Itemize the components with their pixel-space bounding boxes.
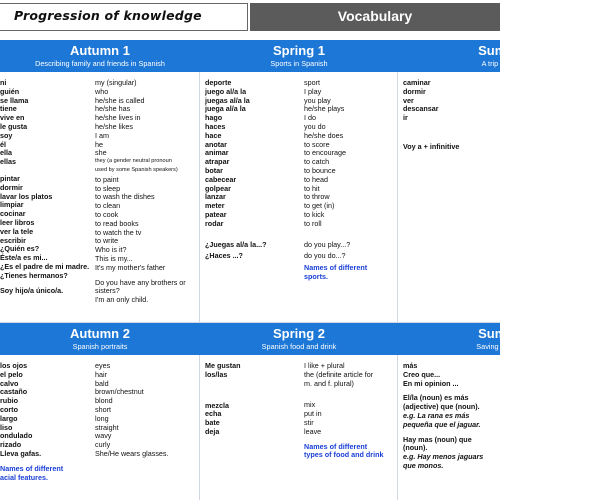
- list-item: he/she is called: [95, 95, 145, 105]
- list-item: se llama: [0, 95, 29, 105]
- note-link[interactable]: types of food and drink: [304, 450, 384, 460]
- list-item: to paint: [95, 174, 119, 184]
- list-item: guién: [0, 86, 20, 96]
- list-item: limpiar: [0, 200, 24, 210]
- autumn2-english-list: [95, 362, 199, 459]
- list-item: castaño: [0, 387, 28, 397]
- list-item: Éste/a es mi...: [0, 253, 48, 263]
- list-item: ¿Tienes hermanos?: [0, 270, 68, 280]
- list-item: he/she plays: [304, 104, 345, 114]
- top-term-band: [0, 40, 518, 72]
- note-link[interactable]: Names of different: [0, 463, 64, 473]
- list-item: ella: [0, 148, 12, 158]
- list-item: to read books: [95, 218, 139, 228]
- title-box: [0, 3, 248, 31]
- list-item: put in: [304, 409, 322, 419]
- note-link[interactable]: sports.: [304, 271, 328, 281]
- list-item: I like + plural: [304, 361, 345, 370]
- list-item: cabecear: [205, 174, 237, 184]
- list-item: e.g. Hay menos jaguars: [403, 452, 484, 462]
- list-item: pintar: [0, 173, 20, 183]
- list-item: sport: [304, 78, 320, 87]
- page-header: [0, 0, 500, 34]
- list-item: she: [95, 148, 107, 158]
- term-header-autumn-2: [0, 323, 200, 355]
- list-item: tiene: [0, 104, 17, 114]
- list-item: you do: [304, 121, 326, 131]
- list-item: ¿Es el padre de mi madre.: [0, 261, 90, 271]
- summer2-list: [403, 362, 500, 471]
- list-item: mezcla: [205, 400, 229, 410]
- autumn1-spanish-list: [0, 79, 92, 295]
- column-divider: [397, 72, 398, 323]
- list-item: I'm an only child.: [95, 295, 149, 305]
- list-item: e.g. La rana es más: [403, 410, 470, 420]
- column-divider: [397, 355, 398, 500]
- list-item: Who is it?: [95, 245, 127, 255]
- list-item: hago: [205, 113, 223, 123]
- list-item: used by some Spanish speakers): [95, 166, 178, 173]
- list-item: to head: [304, 174, 328, 184]
- term-subtitle: Describing family and friends in Spanish: [35, 59, 165, 68]
- spring1-spanish-list: [205, 79, 300, 261]
- list-item: él: [0, 139, 6, 149]
- term-subtitle: Spanish food and drink: [261, 342, 337, 351]
- list-item: he: [95, 139, 103, 149]
- list-item: hair: [95, 369, 107, 379]
- list-item: stir: [304, 417, 314, 427]
- list-item: he/she has: [95, 104, 131, 114]
- list-item: do you do...?: [304, 251, 346, 261]
- list-item: to kick: [304, 209, 325, 219]
- list-item: to bounce: [304, 165, 336, 175]
- list-item: to encourage: [304, 148, 346, 158]
- list-item: straight: [95, 422, 119, 432]
- list-item: he/she lives in: [95, 113, 141, 123]
- list-item: el pelo: [0, 369, 23, 379]
- term-header-spring-2: [200, 323, 398, 355]
- term-header-autumn-1: [0, 40, 200, 72]
- list-item: anotar: [205, 139, 227, 149]
- list-item: (noun).: [403, 443, 428, 453]
- list-item: ondulado: [0, 431, 33, 441]
- term-header-spring-1: [200, 40, 398, 72]
- term-title: Spring 2: [272, 326, 325, 341]
- list-item: my (singular): [95, 78, 137, 87]
- list-item: dormir: [0, 182, 23, 192]
- list-item: lanzar: [205, 192, 226, 202]
- list-item: ¿Quién es?: [0, 244, 40, 254]
- list-item: juega al/a la: [205, 104, 246, 114]
- list-item: soy: [0, 130, 13, 140]
- note-link[interactable]: acial features.: [0, 472, 48, 482]
- list-item: pequeña que el jaguar.: [403, 419, 481, 429]
- summer1-spanish-list: [403, 79, 500, 152]
- list-item: juegas al/a la: [205, 95, 250, 105]
- list-item: vive en: [0, 113, 25, 123]
- list-item: botar: [205, 165, 223, 175]
- list-item: calvo: [0, 378, 19, 388]
- list-item: El/la (noun) es más: [403, 393, 469, 403]
- page-title: Progression of knowledge: [14, 8, 202, 23]
- list-item: más: [403, 361, 418, 370]
- term-subtitle: Spanish portraits: [72, 342, 128, 351]
- list-item: to roll: [304, 218, 322, 228]
- list-item: Me gustan: [205, 361, 241, 370]
- list-item: Do you have any brothers or: [95, 277, 186, 287]
- list-item: caminar: [403, 78, 431, 87]
- list-item: ver la tele: [0, 226, 34, 236]
- spring1-english-list: [304, 79, 397, 282]
- list-item: She/He wears glasses.: [95, 448, 169, 458]
- list-item: to watch the tv: [95, 227, 142, 237]
- list-item: I do: [304, 113, 316, 123]
- list-item: blond: [95, 396, 113, 406]
- bottom-term-band: [0, 323, 520, 355]
- list-item: ¿Haces ...?: [205, 251, 243, 261]
- list-item: they (a gender neutral pronoun: [95, 158, 172, 165]
- list-item: hace: [205, 130, 222, 140]
- list-item: curly: [95, 440, 111, 450]
- spring2-english-list: [304, 362, 397, 460]
- term-subtitle: Saving South: [476, 342, 520, 351]
- list-item: Voy a + infinitive: [403, 141, 460, 151]
- list-item: rizado: [0, 440, 22, 450]
- list-item: descansar: [403, 104, 439, 114]
- list-item: los/las: [205, 369, 228, 379]
- column-divider: [199, 355, 200, 500]
- autumn2-spanish-list: [0, 362, 92, 482]
- note-link[interactable]: Names of different: [304, 263, 368, 273]
- list-item: patear: [205, 209, 227, 219]
- list-item: to clean: [95, 201, 121, 211]
- list-item: deja: [205, 426, 220, 436]
- list-item: haces: [205, 121, 226, 131]
- note-link[interactable]: Names of different: [304, 441, 368, 451]
- list-item: he/she does: [304, 130, 344, 140]
- list-item: corto: [0, 404, 18, 414]
- list-item: bald: [95, 378, 109, 388]
- list-item: largo: [0, 413, 18, 423]
- list-item: animar: [205, 148, 229, 158]
- list-item: to score: [304, 139, 330, 149]
- list-item: the (definite article for: [304, 369, 374, 379]
- list-item: lavar los platos: [0, 191, 53, 201]
- list-item: Creo que...: [403, 369, 441, 379]
- list-item: do you play...?: [304, 239, 351, 249]
- list-item: mix: [304, 400, 316, 410]
- list-item: deporte: [205, 78, 232, 87]
- list-item: who: [95, 86, 109, 96]
- term-subtitle: Sports in Spanish: [270, 59, 328, 68]
- list-item: dormir: [403, 86, 426, 96]
- list-item: que monos.: [403, 460, 444, 470]
- list-item: m. and f. plural): [304, 378, 354, 388]
- list-item: sisters?: [95, 286, 120, 296]
- term-title: Summ: [478, 43, 518, 58]
- section-title: Vocabulary: [337, 8, 413, 24]
- list-item: to get (in): [304, 201, 335, 211]
- term-title: Summ: [478, 326, 518, 341]
- list-item: you play: [304, 95, 331, 105]
- term-header-summer-2: [398, 323, 598, 355]
- list-item: ni: [0, 78, 7, 87]
- section-bar: [250, 3, 500, 31]
- list-item: I play: [304, 86, 322, 96]
- list-item: echa: [205, 409, 222, 419]
- list-item: Lleva gafas.: [0, 448, 42, 458]
- spring2-spanish-list: [205, 362, 300, 437]
- term-title: Spring 1: [272, 43, 325, 58]
- list-item: to sleep: [95, 183, 121, 193]
- list-item: This is my...: [95, 253, 133, 263]
- list-item: En mi opinion ...: [403, 378, 459, 388]
- list-item: to catch: [304, 157, 330, 167]
- list-item: long: [95, 413, 109, 423]
- list-item: ¿Juegas al/a la...?: [205, 239, 267, 249]
- list-item: he/she likes: [95, 121, 133, 131]
- list-item: golpear: [205, 183, 231, 193]
- list-item: le gusta: [0, 121, 28, 131]
- autumn1-english-list: [95, 79, 199, 305]
- term-header-summer-1: [398, 40, 598, 72]
- list-item: to write: [95, 236, 119, 246]
- list-item: juego al/a la: [205, 86, 247, 96]
- list-item: Soy hijo/a único/a.: [0, 285, 64, 295]
- list-item: bate: [205, 418, 220, 428]
- list-item: (adjective) que (noun).: [403, 402, 480, 412]
- column-divider: [199, 72, 200, 323]
- list-item: rodar: [205, 218, 224, 228]
- list-item: leer libros: [0, 217, 35, 227]
- list-item: to throw: [304, 192, 330, 202]
- list-item: Hay mas (noun) que: [403, 434, 472, 444]
- list-item: meter: [205, 201, 225, 211]
- list-item: liso: [0, 422, 13, 432]
- list-item: It's my mother's father: [95, 262, 166, 272]
- list-item: cocinar: [0, 209, 26, 219]
- list-item: wavy: [95, 431, 112, 441]
- list-item: to cook: [95, 209, 119, 219]
- list-item: rubio: [0, 396, 18, 406]
- row-divider: [0, 322, 500, 323]
- list-item: leave: [304, 426, 322, 436]
- list-item: atrapar: [205, 157, 230, 167]
- list-item: I am: [95, 130, 109, 140]
- list-item: brown/chestnut: [95, 387, 144, 397]
- list-item: ver: [403, 95, 414, 105]
- term-title: Autumn 2: [70, 326, 130, 341]
- list-item: los ojos: [0, 361, 28, 370]
- list-item: escribir: [0, 235, 26, 245]
- list-item: ellas: [0, 157, 16, 167]
- list-item: eyes: [95, 361, 111, 370]
- list-item: ir: [403, 113, 408, 123]
- term-title: Autumn 1: [70, 43, 130, 58]
- list-item: to wash the dishes: [95, 192, 155, 202]
- list-item: short: [95, 404, 111, 414]
- list-item: to hit: [304, 183, 320, 193]
- term-subtitle: A trip acro: [481, 59, 515, 68]
